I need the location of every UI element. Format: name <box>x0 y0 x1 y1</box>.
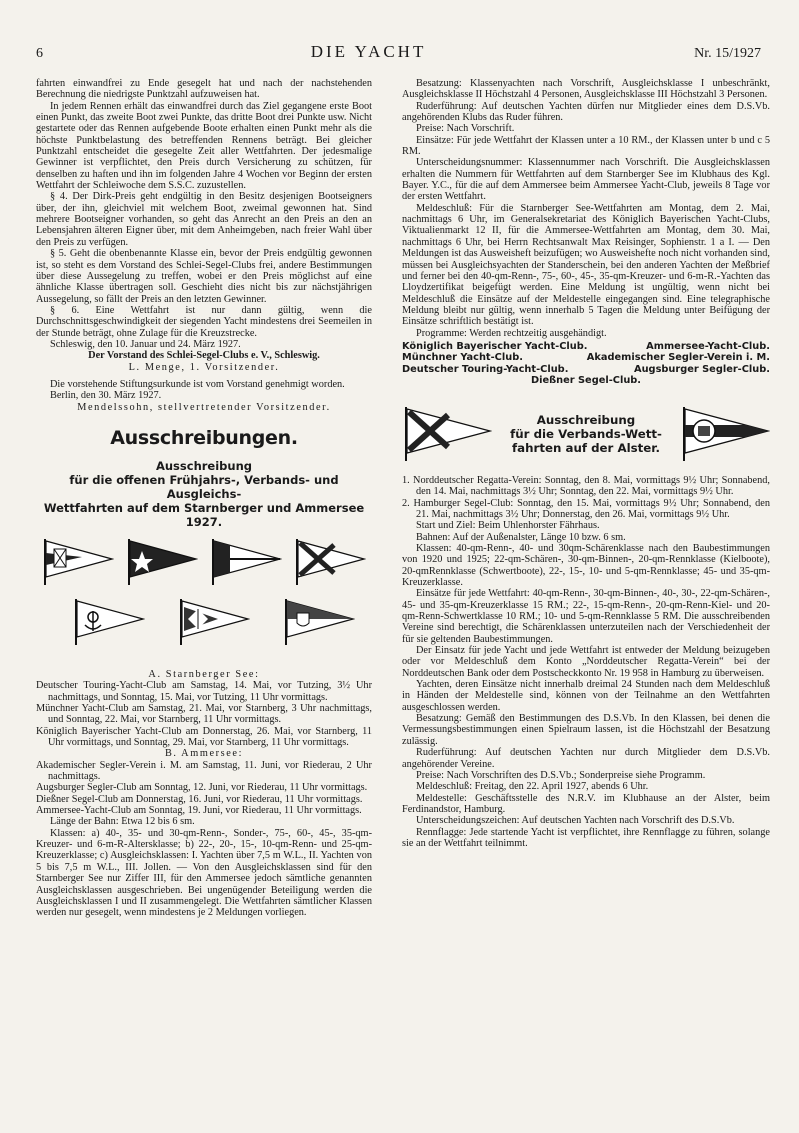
paragraph: Programme: Werden rechtzeitig ausgehändigt. <box>416 327 607 339</box>
paragraph: Bahnen: Auf der Außenalster, Länge 10 bzw. 6 sm. <box>416 531 626 543</box>
paragraph: Ruderführung: Auf deutschen Yachten nur durch Mitglieder dem D.S.Vb. angehörender Vereine. <box>402 747 770 770</box>
race-entry: Dießner Segel-Club am Donnerstag, 16. Juni, vor Riederau, 11 Uhr vormittags. <box>36 793 363 805</box>
subheading: B. Ammersee: <box>164 748 244 760</box>
journal-title: DIE YACHT <box>310 42 427 61</box>
signature-board: Der Vorstand des Schlei-Segel-Clubs e. V., Schleswig. <box>88 350 320 362</box>
paragraph: Klassen: 40-qm-Renn-, 40- und 30qm-Schärenklasse nach den Baubestimmungen von 1920 und 1925; 22-qm-Schären-, 30-qm-Binnen-, 20-qm-Rennklasse (Kielboote), 20-qmRennklasse (Schwertboote), 22-, 15-, 10- und 5-qm-Rennklasse; 45- und 35-qm-Kreuzerklasse. <box>402 542 770 588</box>
announcement-title-line: Ausschreibung <box>155 458 253 473</box>
section-title: Ausschreibungen. <box>110 426 298 449</box>
burgee-flag-icon <box>294 537 366 587</box>
paragraph: Rennflagge: Jede startende Yacht ist verpflichtet, ihre Rennflagge zu führen, solange sie an der Wettfahrt teilnimmt. <box>402 826 770 849</box>
signature-deputy: Mendelssohn, stellvertretender Vorsitzender. <box>77 401 331 413</box>
club-signatures <box>402 341 770 387</box>
burgee-flag-icon <box>42 537 114 587</box>
left-column <box>36 78 372 919</box>
race-entry: Königlich Bayerischer Yacht-Club am Donnerstag, 26. Mai, vor Starnberg, 11 Uhr vormittags, und Sonntag, 29. Mai, vor Starnberg, 11 Uhr vormittags. <box>36 725 372 749</box>
paragraph: § 4. Der Dirk-Preis geht endgültig in den Besitz desjenigen Bootseigners über, der ihn, gleichviel mit welchem Boot, zweimal gewonnen hat. Sind mehrere Bootseigner vorhanden, so geht das Anrecht an den Preis an den an Lebensjahren älteren Eigner über, mit dem Anheimgeben, nach freier Wahl über den Preis zu verfügen. <box>36 191 372 248</box>
club-name: Münchner Yacht-Club. <box>402 352 523 364</box>
running-head <box>36 42 761 62</box>
club-flags-row2 <box>36 597 372 657</box>
paragraph: Klassen: a) 40-, 35- und 30-qm-Renn-, Sonder-, 75-, 60-, 45-, 35-qm-Kreuzer- und 6-m-R-Altersklasse; b) 22-, 20-, 15-, 10-qm-Renn- und 25-qm-Kreuzerklasse; c) Ausgleichsklassen: I. Yachten über 7,5 m W.L., II. Yachten von 5 bis 7,5 m W.L., III. Jollen. — Von den Ausgleichsklassen sind für den Starnberger See nur Ziffer III, für den Ammersee jedoch sämtliche genannten Ausgleichsklassen ausgeschrieben. Bei ungenügender Beteiligung werden die Ausgleichsklassen I und II zusammengelegt. Die Wettfahrten sämtlicher Klassen werden nur gesegelt, wenn mindestens je 2 Meldungen vorliegen. <box>36 827 372 919</box>
right-column <box>402 78 770 849</box>
announcement-title <box>36 459 372 529</box>
club-flags <box>36 537 372 587</box>
announcement-title-line: Wettfahrten auf dem Starnberger und Ammersee 1927. <box>43 500 365 529</box>
burgee-flag-icon <box>178 597 250 647</box>
dateline: Berlin, den 30. März 1927. <box>50 390 162 402</box>
paragraph: Ruderführung: Auf deutschen Yachten dürfen nur Mitglieder eines dem D.S.Vb. angehörenden Klubs das Ruder führen. <box>402 100 770 124</box>
burgee-flag-icon <box>210 537 282 587</box>
signature-chair: L. Menge, 1. Vorsitzender. <box>128 361 280 373</box>
paragraph: Preise: Nach Vorschrift. <box>416 123 515 135</box>
subheading: A. Starnberger See: <box>148 668 260 680</box>
burgee-flag-icon <box>126 537 198 587</box>
paragraph: Yachten, deren Einsätze nicht innerhalb dreimal 24 Stunden nach dem Meldeschluß in Händen der Meldestelle sind, können von der Teilnahme an den Wettfahrten ausgeschlossen werden. <box>402 679 770 713</box>
paragraph: Einsätze für jede Wettfahrt: 40-qm-Renn-, 30-qm-Binnen-, 40-, 30-, 22-qm-Schären-, 45- und 35-qm-Kreuzerklasse 15 RM.; 22-, 15-qm-Renn-, 20-qm-Renn-Kiel- und 20-qm-Renn-Schwertklasse 10 RM.; 10- und 5-qm-Rennklasse 5 RM. Die ausschreibenden Vereine sind berechtigt, die Schärenklassen unterzuteilen nach der Verschiedenheit der für sie geltenden Baubestimmungen. <box>402 588 770 645</box>
paragraph: fahrten einwandfrei zu Ende gesegelt hat und nach der nachstehenden Berechnung die niedrigste Punktzahl aufzuweisen hat. <box>36 78 372 101</box>
paragraph: Länge der Bahn: Etwa 12 bis 6 sm. <box>50 816 195 828</box>
club-name: Königlich Bayerischer Yacht-Club. <box>402 340 588 352</box>
race-entry: 1. Norddeutscher Regatta-Verein: Sonntag, den 8. Mai, vormittags 9½ Uhr; Sonnabend, den 14. Mai, nachmittags 3½ Uhr; Sonntag, den 22. Mai, vormittags 9½ Uhr. <box>402 474 770 498</box>
alster-announcement-title <box>510 413 662 455</box>
race-entry: Deutscher Touring-Yacht-Club am Samstag, 14. Mai, vor Tutzing, 3½ Uhr nachmittags, und Sonntag, 15. Mai, vor Tutzing, 11 Uhr vormittags. <box>36 680 372 703</box>
page-number: 6 <box>36 46 43 61</box>
paragraph: Besatzung: Klassenyachten nach Vorschrift, Ausgleichsklasse I unbeschränkt, Ausgleichsklasse II Höchstzahl 4 Personen, Ausgleichsklasse III Höchstzahl 3 Personen. <box>402 78 770 101</box>
paragraph: In jedem Rennen erhält das einwandfrei durch das Ziel gegangene erste Boot einen Punkt, das zweite Boot zwei Punkte, das dritte Boot drei Punkte usw. Nicht gestartete oder das Rennen aufgebende Boote erhalten einen Punkt mehr als die höchste Punktbelastung des betreffenden Rennens beträgt. Bei gleicher Punktzahl entscheidet die gesegelte Zeit aller Wettfahrten. Der jedesmalige Gewinner ist verpflichtet, den Preis durch Versicherung zu schützen, für denselben zu haften und ihn im folgenden Jahre 4 Wochen vor Beginn der ersten Wettfahrt der Schleiwoche dem S.S.C. zuzustellen. <box>36 100 372 192</box>
paragraph: Einsätze: Für jede Wettfahrt der Klassen unter a 10 RM., der Klassen unter b und c 5 RM. <box>402 134 770 158</box>
club-name: Ammersee-Yacht-Club. <box>646 340 770 352</box>
paragraph: § 5. Geht die obenbenannte Klasse ein, bevor der Preis endgültig gewonnen ist, so steht es dem Vorstand des Schlei-Segel-Clubs frei, andere Bestimmungen über diese Aussegelung zu treffen, wobei er den Preis möglichst auf eine ähnliche Klasse übertragen soll. Geschieht dies nicht bis zur nächstjährigen Aussegelung, so fällt der Preis an den letzten Gewinner. <box>36 248 372 305</box>
club-name: Akademischer Segler-Verein i. M. <box>586 352 770 364</box>
race-entry: Akademischer Segler-Verein i. M. am Samstag, 11. Juni, vor Riederau, 2 Uhr nachmittags. <box>36 759 372 783</box>
burgee-flag-icon <box>402 405 492 463</box>
burgee-flag-icon <box>73 597 145 647</box>
race-entry: Ammersee-Yacht-Club am Sonntag, 19. Juni, vor Riederau, 11 Uhr vormittags. <box>36 805 362 817</box>
alster-title-line: fahrten auf der Alster. <box>512 440 660 455</box>
paragraph: § 6. Eine Wettfahrt ist nur dann gültig, wenn die Durchschnittsgeschwindigkeit der siegenden Yacht mindestens drei Seemeilen in der Stunde beträgt, ohne Zulage für die Kreuzstrecke. <box>36 304 372 339</box>
paragraph: Besatzung: Gemäß den Bestimmungen des D.S.Vb. In den Klassen, bei denen die Vermessungsbestimmungen einen Spielraum lassen, ist die Höchstzahl der Besatzung zulässig. <box>402 713 770 747</box>
paragraph: Unterscheidungszeichen: Auf deutschen Yachten nach Vorschrift des D.S.Vb. <box>416 815 735 827</box>
alster-title-line: für die Verbands-Wett- <box>510 426 662 441</box>
burgee-flag-icon <box>283 597 355 647</box>
announcement-title-line: für die offenen Frühjahrs-, Verbands- und Ausgleichs- <box>69 472 339 501</box>
paragraph: Meldeschluß: Für die Starnberger See-Wettfahrten am Montag, dem 2. Mai, nachmittags 6 Uhr, im Generalsekretariat des Königlich Bayerischen Yacht-Clubs, Viktualienmarkt 12 II, für die Ammersee-Wettfahrten am Montag, dem 30. Mai, nachmittags 6 Uhr, bei Herrn Rechtsanwalt Max Reisinger, Sophienstr. 1 a I. — Den Meldungen ist das Ausweisheft beizufügen; wo Ausweishefte noch nicht vorhanden sind, müssen bei Ausgleichsyachten der Standerschein, bei den anderen Yachten der Meßbrief und ferner bei den 40-qm-Renn-, 75-, 60-, 45-, 35-qm-Kreuzer- und 6-m-R.-Yachten das Lloydzertifikat beigefügt werden. Eine Meldung ist ungültig, wenn nicht bei Meldeschluß die Einsätze auf der Meldestelle eingegangen sind. Eine telegraphische Meldung bleibt nur gültig, wenn innerhalb 5 Tagen die Meldung unter Beifügung der Einsätze schriftlich bestätigt ist. <box>402 202 770 328</box>
club-name: Dießner Segel-Club. <box>530 375 642 387</box>
race-entry: Augsburger Segler-Club am Sonntag, 12. Juni, vor Riederau, 11 Uhr vormittags. <box>36 782 368 794</box>
paragraph: Die vorstehende Stiftungsurkunde ist vom Vorstand genehmigt worden. <box>50 378 345 390</box>
paragraph: Preise: Nach Vorschriften des D.S.Vb.; Sonderpreise siehe Programm. <box>416 769 706 781</box>
alster-announcement-header <box>402 401 770 467</box>
paragraph: Start und Ziel: Beim Uhlenhorster Fährhaus. <box>416 520 600 532</box>
race-entry: Münchner Yacht-Club am Samstag, 21. Mai, vor Starnberg, 3 Uhr nachmittags, und Sonntag, 22. Mai, vor Starnberg, 11 Uhr vormittags. <box>36 703 372 726</box>
paragraph: Meldeschluß: Freitag, den 22. April 1927, abends 6 Uhr. <box>416 781 649 793</box>
alster-title-line: Ausschreibung <box>536 412 636 427</box>
issue-number: Nr. 15/1927 <box>694 46 761 61</box>
club-name: Deutscher Touring-Yacht-Club. <box>402 363 569 375</box>
paragraph: Der Einsatz für jede Yacht und jede Wettfahrt ist entweder der Meldung beizugeben oder vor Meldeschluß dem Konto „Norddeutscher Regatta-Verein“ bei der Norddeutschen Bank oder dem Postscheckkonto Nr. 19 958 in Hamburg zu überweisen. <box>402 645 770 679</box>
burgee-flag-icon <box>680 405 770 463</box>
paragraph: Unterscheidungsnummer: Klassennummer nach Vorschrift. Die Ausgleichsklassen erhalten die Nummern für Wettfahrten auf dem Starnberger See im Klubhaus des Kgl. Bayer. Y.C., für die auf dem Ammersee beim Ammersee Yacht-Club, jeweils 8 Tage vor der ersten Wettfahrt. <box>402 157 770 203</box>
race-entry: 2. Hamburger Segel-Club: Sonntag, den 15. Mai, vormittags 9½ Uhr; Sonnabend, den 21. Mai, nachmittags 3½ Uhr; Donnerstag, den 26. Mai, vormittags 9½ Uhr. <box>402 497 770 520</box>
paragraph: Meldestelle: Geschäftsstelle des N.R.V. im Klubhause an der Alster, beim Ferdinandstor, Hamburg. <box>402 792 770 815</box>
dateline: Schleswig, den 10. Januar und 24. März 1927. <box>50 338 241 350</box>
club-name: Augsburger Segler-Club. <box>634 363 770 375</box>
